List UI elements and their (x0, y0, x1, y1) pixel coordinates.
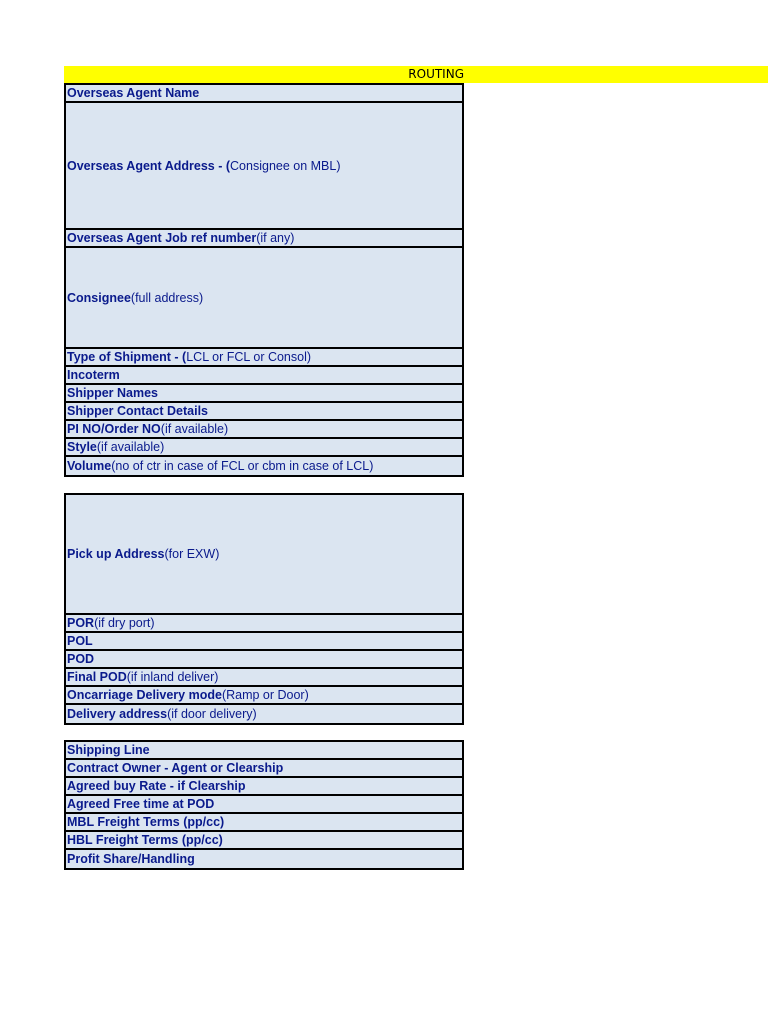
routing-block-agent-consignee (64, 83, 464, 477)
field-label: Type of Shipment - ( (67, 350, 187, 364)
field-label: MBL Freight Terms (pp/cc) (67, 815, 225, 829)
routing-title: ROUTING (408, 67, 464, 81)
row-pol[interactable] (66, 633, 462, 651)
row-overseas-agent-job-ref[interactable] (66, 230, 462, 248)
field-label: Oncarriage Delivery mode (67, 688, 222, 702)
field-label: Final POD (67, 670, 127, 684)
field-label: Shipper Contact Details (67, 404, 208, 418)
field-hint: (for EXW) (164, 547, 220, 561)
row-type-of-shipment[interactable] (66, 349, 462, 367)
field-hint: (if dry port) (94, 616, 155, 630)
field-hint: Consignee on MBL) (230, 158, 341, 173)
row-incoterm[interactable] (66, 367, 462, 385)
row-pod[interactable] (66, 651, 462, 669)
field-hint: LCL or FCL or Consol) (186, 350, 312, 364)
field-label: Shipping Line (67, 743, 150, 757)
field-label: POR (67, 616, 95, 630)
row-shipper-contact[interactable] (66, 403, 462, 421)
field-label: Volume (67, 459, 112, 473)
field-label: Agreed Free time at POD (67, 797, 215, 811)
row-contract-owner[interactable] (66, 760, 462, 778)
field-label: Overseas Agent Address - ( (67, 158, 231, 173)
field-label: PI NO/Order NO (67, 422, 161, 436)
row-agreed-buy-rate[interactable] (66, 778, 462, 796)
field-hint: (if inland deliver) (126, 670, 219, 684)
field-label: Overseas Agent Job ref number (67, 231, 257, 245)
row-shipper-names[interactable] (66, 385, 462, 403)
row-pi-order-no[interactable] (66, 421, 462, 439)
field-label: Consignee (67, 290, 131, 305)
row-profit-share[interactable] (66, 850, 462, 868)
field-label: Agreed buy Rate - if Clearship (67, 779, 246, 793)
field-hint: (if door delivery) (167, 707, 257, 721)
field-hint: (if any) (256, 231, 295, 245)
field-label: Profit Share/Handling (67, 852, 195, 866)
row-por[interactable] (66, 615, 462, 633)
row-agreed-free-time[interactable] (66, 796, 462, 814)
field-label: Style (67, 440, 97, 454)
field-hint: (if available) (160, 422, 229, 436)
row-overseas-agent-name[interactable] (66, 85, 462, 103)
row-style[interactable] (66, 439, 462, 457)
field-label: Contract Owner - Agent or Clearship (67, 761, 284, 775)
row-hbl-freight-terms[interactable] (66, 832, 462, 850)
field-label: Shipper Names (67, 386, 159, 400)
row-consignee[interactable] (66, 248, 462, 349)
field-hint: (full address) (130, 290, 204, 305)
field-label: Overseas Agent Name (67, 86, 200, 100)
row-shipping-line[interactable] (66, 742, 462, 760)
routing-block-freight-terms (64, 740, 464, 870)
field-label: POD (67, 652, 95, 666)
field-label: POL (67, 634, 93, 648)
field-label: Pick up Address (67, 547, 165, 561)
field-label: HBL Freight Terms (pp/cc) (67, 833, 223, 847)
row-oncarriage-mode[interactable] (66, 687, 462, 705)
field-hint: (if available) (96, 440, 165, 454)
row-final-pod[interactable] (66, 669, 462, 687)
row-pickup-address[interactable] (66, 495, 462, 615)
field-hint: (no of ctr in case of FCL or cbm in case of LCL) (111, 459, 374, 473)
field-label: Incoterm (67, 368, 120, 382)
row-overseas-agent-address[interactable] (66, 103, 462, 230)
row-volume[interactable] (66, 457, 462, 475)
routing-block-ports-delivery (64, 493, 464, 725)
row-mbl-freight-terms[interactable] (66, 814, 462, 832)
field-hint: (Ramp or Door) (221, 688, 309, 702)
row-delivery-address[interactable] (66, 705, 462, 723)
field-label: Delivery address (67, 707, 168, 721)
